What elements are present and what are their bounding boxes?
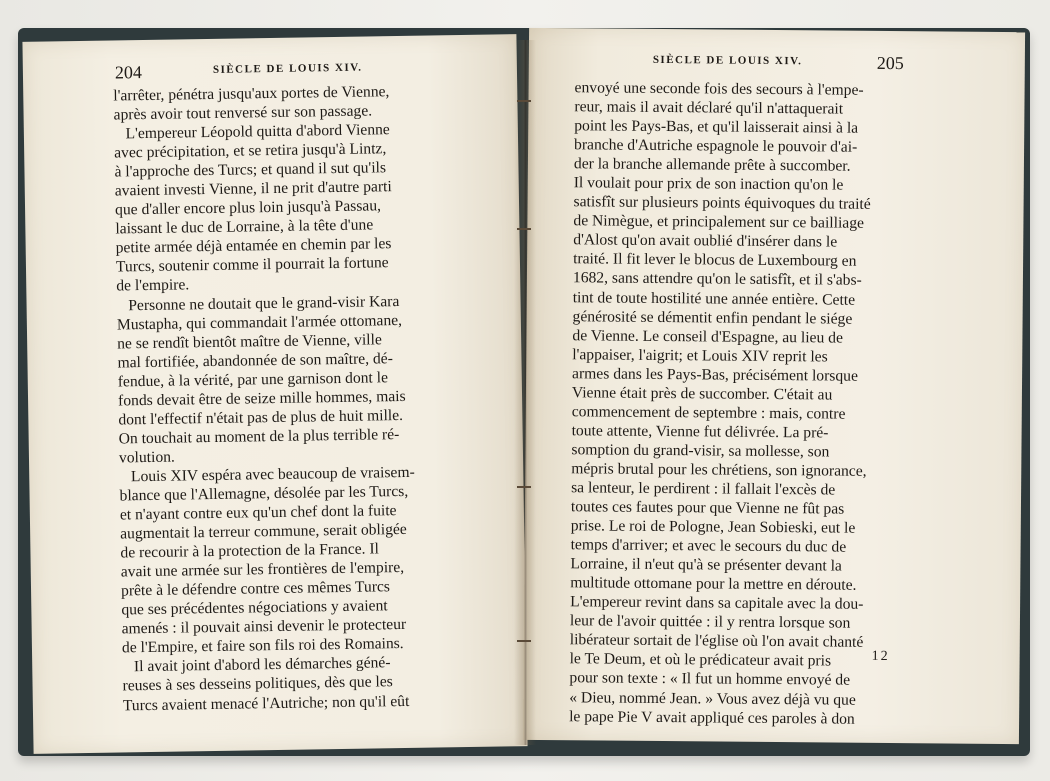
text-line: L'empereur revint dans sa capitale avec la dou- [570,593,864,614]
signature-mark: 12 [871,648,890,665]
text-line: Turcs avaient menacé l'Autriche; non qu'il eût [122,692,410,714]
text-line: générosité se démentit enfin pendant le siége [572,307,853,328]
text-line: amenés : il pouvait ainsi devenir le protecteur [121,616,407,638]
text-line: laissant le duc de Lorraine, à la tête d'une [115,216,374,238]
text-line: traité. Il fit lever le blocus de Luxembourg en [573,250,857,271]
text-line: 1682, sans attendre qu'on le satisfît, et il s'abs- [572,269,862,290]
text-line: Turcs, soutenir comme il pourrait la fortune [115,254,389,276]
right-page-text [569,78,975,729]
text-line: Vienne était près de succomber. C'était au [571,383,833,404]
text-line: envoyé une seconde fois des secours à l'empe- [574,79,864,99]
text-line: fendue, à la vérité, par une garnison dont le [117,368,389,391]
text-line: et n'ayant contre eux qu'un chef dont la fuite [119,502,397,524]
text-line: fonds devait être de seize mille hommes, mais [117,387,406,410]
text-line: toute attente, Vienne fut délivrée. La pré- [571,422,829,442]
left-page [22,34,527,754]
text-line: mépris brutal pour les chrétiens, son ignorance, [571,460,867,480]
text-line: multitude ottomane pour la mettre en déroute. [570,574,857,594]
text-line: volution. [118,448,176,467]
text-line: mal fortifiée, abandonnée de son maître, dé- [117,349,393,372]
text-line: sa lenteur, le perdirent : il fallait l'excès de [571,479,836,499]
text-line: armes dans les Pays-Bas, précisément lorsque [572,364,858,385]
text-line: reur, mais il avait déclaré qu'il n'attaquerait [574,98,844,118]
text-line: avec précipitation, et se retira jusqu'à Lintz, [114,140,387,162]
text-line: de l'empire. [116,276,190,295]
text-line: blance que l'Allemagne, désolée par les Turcs, [119,482,409,505]
text-line: prise. Le roi de Pologne, Jean Sobieski, eut le [570,517,856,537]
text-line: Personne ne doutait que le grand-visir Kara [116,292,400,314]
text-line: toutes ces fautes pour que Vienne ne fût pas [570,498,845,518]
text-line: à l'approche des Turcs; et quand il sut qu'ils [114,159,387,181]
text-line: après avoir tout renversé sur son passage. [113,102,373,124]
text-line: Lorraine, il n'eut qu'à se présenter devant la [570,555,842,575]
text-line: Mustapha, qui commandait l'armée ottomane, [116,311,403,334]
text-line: de Nimègue, et principalement sur ce bailliage [573,212,865,233]
text-line: ne se rendît bientôt maître de Vienne, ville [117,330,382,353]
text-line: leur de l'avoir quittée : il y rentra lorsque son [569,612,851,632]
text-line: reuses à ses desseins politiques, dès que les [122,673,393,695]
text-line: L'empereur Léopold quitta d'abord Vienne [113,121,390,143]
text-line: prête à le défendre contre ces mêmes Turcs [120,578,391,600]
right-page [523,28,1025,744]
text-line: le pape Pie V avait appliqué ces paroles à don [569,707,855,728]
text-line: Louis XIV espéra avec beaucoup de vraisem- [119,463,415,486]
text-line: pour son texte : « Il fut un homme envoyé de [569,669,851,690]
text-line: « Dieu, nommé Jean. » Vous avez déjà vu que [569,688,856,709]
text-line: Il avait joint d'abord les démarches géné- [122,654,391,676]
text-line: libérateur sortait de l'église où l'on avait chanté [569,631,864,652]
text-line: temps d'arriver; et avec le secours du duc de [570,536,847,556]
text-line: branche d'Autriche espagnole le pouvoir d'ai- [574,136,858,156]
text-line: d'Alost qu'on avait oublié d'insérer dans le [573,231,838,251]
text-line: augmentait la terreur commune, serait obligée [120,521,407,543]
text-line: tint de toute hostilité une année entière. Cette [572,288,856,309]
text-line: le Te Deum, et où le prédicateur avait pris [569,650,832,670]
binding-stitch [517,100,531,102]
text-line: de Vienne. Le conseil d'Espagne, au lieu de [572,326,843,347]
binding-stitch [517,486,531,488]
left-page-text [113,80,513,715]
text-line: que d'aller encore plus loin jusqu'à Passau, [114,197,382,219]
text-line: somption du grand-visir, sa mollesse, son [571,441,830,461]
text-line: dont l'effectif n'était pas de plus de huit mille. [118,406,404,429]
text-line: l'appaiser, l'aigrit; et Louis XIV reprit les [572,345,828,366]
text-line: que ses précédentes négociations y avaient [121,597,388,619]
text-line: l'arrêter, pénétra jusqu'aux portes de Vienne, [113,83,390,105]
left-page-number: 204 [114,62,143,83]
text-line: satisfît sur plusieurs points équivoques du traité [573,193,871,214]
left-page-header [23,56,517,84]
binding-stitch [517,640,531,642]
text-line: commencement de septembre : mais, contre [571,403,846,423]
text-line: avaient investi Vienne, il ne prit d'autre parti [114,178,392,200]
text-line: On touchait au moment de la plus terrible ré- [118,425,400,448]
right-running-title: SIÈCLE DE LOUIS XIV. [652,53,803,68]
text-line: petite armée déjà entamée en chemin par les [115,235,392,257]
text-line: der la branche allemande prête à succomber. [573,155,851,175]
text-line: point les Pays-Bas, et qu'il laisserait ainsi à la [574,117,859,137]
text-line: avait une armée sur les frontières de l'empire, [120,559,405,581]
right-page-number: 205 [876,52,904,74]
text-line: de recourir à la protection de la France. Il [120,540,380,562]
text-line: de l'Empire, et faire son fils roi des Romains. [121,635,404,657]
left-running-title: SIÈCLE DE LOUIS XIV. [212,61,363,76]
right-page-header [529,50,1025,74]
binding-stitch [517,228,531,230]
text-line: Il voulait pour prix de son inaction qu'on le [573,174,844,194]
